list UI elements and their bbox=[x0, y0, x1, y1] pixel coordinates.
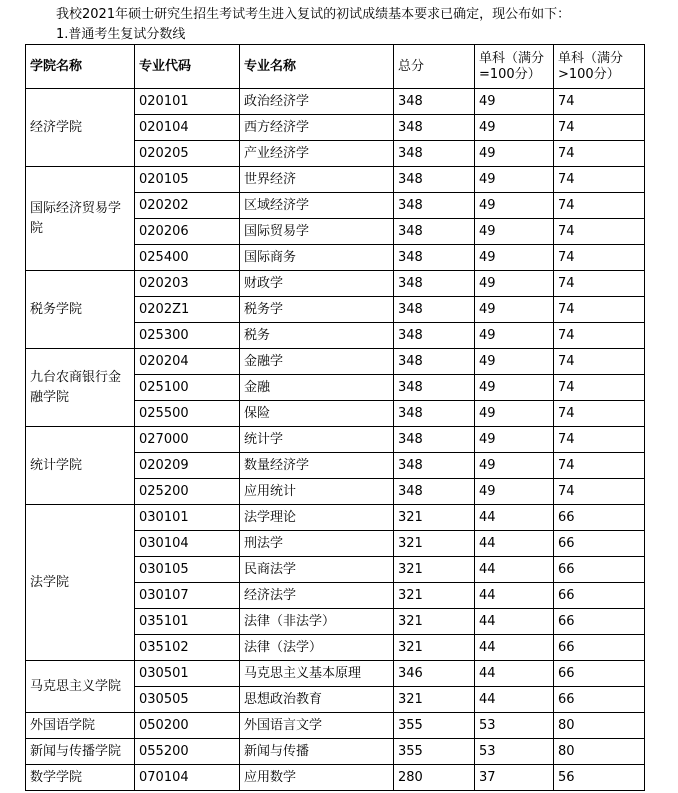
college-name: 法学院 bbox=[26, 505, 135, 661]
major-name: 刑法学 bbox=[240, 531, 394, 557]
single-score-over-100: 74 bbox=[554, 271, 645, 297]
table-row bbox=[26, 167, 645, 193]
major-code: 070104 bbox=[135, 765, 240, 791]
header-single-100: 单科（满分=100分） bbox=[475, 45, 554, 89]
single-score-100: 49 bbox=[475, 141, 554, 167]
single-score-over-100: 74 bbox=[554, 297, 645, 323]
single-score-100: 44 bbox=[475, 609, 554, 635]
total-score: 348 bbox=[394, 401, 475, 427]
major-code: 020209 bbox=[135, 453, 240, 479]
major-name: 法律（非法学） bbox=[240, 609, 394, 635]
table-row bbox=[26, 271, 645, 297]
total-score: 348 bbox=[394, 193, 475, 219]
table-row bbox=[26, 661, 645, 687]
major-code: 055200 bbox=[135, 739, 240, 765]
total-score: 280 bbox=[394, 765, 475, 791]
total-score: 355 bbox=[394, 739, 475, 765]
college-name: 马克思主义学院 bbox=[26, 661, 135, 713]
table-header-row bbox=[26, 45, 645, 89]
table-row bbox=[26, 713, 645, 739]
major-code: 030505 bbox=[135, 687, 240, 713]
total-score: 348 bbox=[394, 245, 475, 271]
major-name: 数量经济学 bbox=[240, 453, 394, 479]
major-code: 025400 bbox=[135, 245, 240, 271]
single-score-100: 49 bbox=[475, 349, 554, 375]
single-score-over-100: 66 bbox=[554, 687, 645, 713]
major-name: 新闻与传播 bbox=[240, 739, 394, 765]
major-name: 金融 bbox=[240, 375, 394, 401]
single-score-100: 44 bbox=[475, 635, 554, 661]
major-code: 020105 bbox=[135, 167, 240, 193]
header-major: 专业名称 bbox=[240, 45, 394, 89]
single-score-100: 44 bbox=[475, 583, 554, 609]
major-code: 030501 bbox=[135, 661, 240, 687]
major-name: 国际商务 bbox=[240, 245, 394, 271]
single-score-100: 49 bbox=[475, 323, 554, 349]
single-score-over-100: 66 bbox=[554, 583, 645, 609]
college-name: 外国语学院 bbox=[26, 713, 135, 739]
single-score-100: 44 bbox=[475, 531, 554, 557]
total-score: 348 bbox=[394, 115, 475, 141]
college-name: 统计学院 bbox=[26, 427, 135, 505]
single-score-100: 49 bbox=[475, 375, 554, 401]
single-score-100: 49 bbox=[475, 245, 554, 271]
major-name: 法律（法学） bbox=[240, 635, 394, 661]
header-code: 专业代码 bbox=[135, 45, 240, 89]
table-row bbox=[26, 765, 645, 791]
single-score-over-100: 74 bbox=[554, 193, 645, 219]
major-code: 020205 bbox=[135, 141, 240, 167]
single-score-100: 44 bbox=[475, 687, 554, 713]
single-score-over-100: 74 bbox=[554, 167, 645, 193]
total-score: 348 bbox=[394, 479, 475, 505]
major-name: 国际贸易学 bbox=[240, 219, 394, 245]
section-title: 1.普通考生复试分数线 bbox=[56, 27, 186, 42]
major-name: 政治经济学 bbox=[240, 89, 394, 115]
single-score-over-100: 66 bbox=[554, 531, 645, 557]
total-score: 321 bbox=[394, 557, 475, 583]
major-name: 税务 bbox=[240, 323, 394, 349]
major-code: 035102 bbox=[135, 635, 240, 661]
single-score-over-100: 66 bbox=[554, 505, 645, 531]
score-table bbox=[25, 44, 645, 791]
major-name: 应用数学 bbox=[240, 765, 394, 791]
college-name: 九台农商银行金融学院 bbox=[26, 349, 135, 427]
major-code: 030104 bbox=[135, 531, 240, 557]
single-score-over-100: 74 bbox=[554, 323, 645, 349]
single-score-100: 49 bbox=[475, 115, 554, 141]
major-code: 050200 bbox=[135, 713, 240, 739]
total-score: 348 bbox=[394, 219, 475, 245]
single-score-over-100: 66 bbox=[554, 609, 645, 635]
single-score-over-100: 74 bbox=[554, 115, 645, 141]
single-score-over-100: 66 bbox=[554, 661, 645, 687]
major-code: 030101 bbox=[135, 505, 240, 531]
college-name: 税务学院 bbox=[26, 271, 135, 349]
major-name: 统计学 bbox=[240, 427, 394, 453]
single-score-over-100: 74 bbox=[554, 375, 645, 401]
major-name: 应用统计 bbox=[240, 479, 394, 505]
major-code: 030105 bbox=[135, 557, 240, 583]
single-score-over-100: 56 bbox=[554, 765, 645, 791]
single-score-100: 49 bbox=[475, 479, 554, 505]
total-score: 348 bbox=[394, 167, 475, 193]
major-code: 020206 bbox=[135, 219, 240, 245]
college-name: 国际经济贸易学院 bbox=[26, 167, 135, 271]
total-score: 348 bbox=[394, 141, 475, 167]
single-score-100: 49 bbox=[475, 453, 554, 479]
single-score-over-100: 66 bbox=[554, 557, 645, 583]
single-score-over-100: 74 bbox=[554, 245, 645, 271]
major-code: 020104 bbox=[135, 115, 240, 141]
total-score: 355 bbox=[394, 713, 475, 739]
total-score: 348 bbox=[394, 323, 475, 349]
total-score: 321 bbox=[394, 583, 475, 609]
single-score-100: 49 bbox=[475, 193, 554, 219]
single-score-100: 53 bbox=[475, 739, 554, 765]
major-name: 民商法学 bbox=[240, 557, 394, 583]
major-name: 财政学 bbox=[240, 271, 394, 297]
major-name: 经济法学 bbox=[240, 583, 394, 609]
single-score-over-100: 66 bbox=[554, 635, 645, 661]
major-name: 世界经济 bbox=[240, 167, 394, 193]
major-name: 思想政治教育 bbox=[240, 687, 394, 713]
major-code: 025100 bbox=[135, 375, 240, 401]
single-score-over-100: 80 bbox=[554, 713, 645, 739]
single-score-over-100: 74 bbox=[554, 89, 645, 115]
total-score: 321 bbox=[394, 687, 475, 713]
major-code: 035101 bbox=[135, 609, 240, 635]
total-score: 348 bbox=[394, 271, 475, 297]
major-name: 金融学 bbox=[240, 349, 394, 375]
single-score-100: 49 bbox=[475, 271, 554, 297]
major-name: 区域经济学 bbox=[240, 193, 394, 219]
major-code: 025300 bbox=[135, 323, 240, 349]
major-name: 马克思主义基本原理 bbox=[240, 661, 394, 687]
single-score-over-100: 74 bbox=[554, 349, 645, 375]
total-score: 348 bbox=[394, 297, 475, 323]
single-score-over-100: 74 bbox=[554, 219, 645, 245]
major-code: 020203 bbox=[135, 271, 240, 297]
header-college: 学院名称 bbox=[26, 45, 135, 89]
total-score: 348 bbox=[394, 89, 475, 115]
single-score-100: 49 bbox=[475, 427, 554, 453]
table-row bbox=[26, 89, 645, 115]
total-score: 346 bbox=[394, 661, 475, 687]
single-score-100: 49 bbox=[475, 167, 554, 193]
major-code: 020204 bbox=[135, 349, 240, 375]
total-score: 348 bbox=[394, 453, 475, 479]
major-name: 外国语言文学 bbox=[240, 713, 394, 739]
header-total: 总分 bbox=[394, 45, 475, 89]
single-score-100: 53 bbox=[475, 713, 554, 739]
single-score-over-100: 74 bbox=[554, 427, 645, 453]
college-name: 数学学院 bbox=[26, 765, 135, 791]
single-score-100: 49 bbox=[475, 401, 554, 427]
college-name: 新闻与传播学院 bbox=[26, 739, 135, 765]
single-score-100: 49 bbox=[475, 219, 554, 245]
major-name: 税务学 bbox=[240, 297, 394, 323]
total-score: 348 bbox=[394, 375, 475, 401]
table-body bbox=[26, 89, 645, 791]
single-score-100: 49 bbox=[475, 297, 554, 323]
major-name: 西方经济学 bbox=[240, 115, 394, 141]
table-row bbox=[26, 349, 645, 375]
table-row bbox=[26, 739, 645, 765]
major-code: 025200 bbox=[135, 479, 240, 505]
single-score-over-100: 74 bbox=[554, 453, 645, 479]
major-name: 保险 bbox=[240, 401, 394, 427]
major-code: 020202 bbox=[135, 193, 240, 219]
total-score: 321 bbox=[394, 505, 475, 531]
total-score: 321 bbox=[394, 635, 475, 661]
single-score-over-100: 74 bbox=[554, 479, 645, 505]
college-name: 经济学院 bbox=[26, 89, 135, 167]
single-score-100: 44 bbox=[475, 505, 554, 531]
major-code: 020101 bbox=[135, 89, 240, 115]
major-code: 025500 bbox=[135, 401, 240, 427]
single-score-100: 49 bbox=[475, 89, 554, 115]
total-score: 321 bbox=[394, 531, 475, 557]
single-score-over-100: 74 bbox=[554, 401, 645, 427]
single-score-100: 37 bbox=[475, 765, 554, 791]
single-score-over-100: 80 bbox=[554, 739, 645, 765]
single-score-100: 44 bbox=[475, 661, 554, 687]
major-name: 产业经济学 bbox=[240, 141, 394, 167]
header-single-over-100: 单科（满分>100分） bbox=[554, 45, 645, 89]
major-code: 0202Z1 bbox=[135, 297, 240, 323]
major-code: 027000 bbox=[135, 427, 240, 453]
single-score-over-100: 74 bbox=[554, 141, 645, 167]
major-name: 法学理论 bbox=[240, 505, 394, 531]
single-score-100: 44 bbox=[475, 557, 554, 583]
table-row bbox=[26, 427, 645, 453]
total-score: 321 bbox=[394, 609, 475, 635]
intro-text: 我校2021年硕士研究生招生考试考生进入复试的初试成绩基本要求已确定，现公布如下： bbox=[56, 7, 571, 22]
total-score: 348 bbox=[394, 427, 475, 453]
major-code: 030107 bbox=[135, 583, 240, 609]
total-score: 348 bbox=[394, 349, 475, 375]
table-row bbox=[26, 505, 645, 531]
